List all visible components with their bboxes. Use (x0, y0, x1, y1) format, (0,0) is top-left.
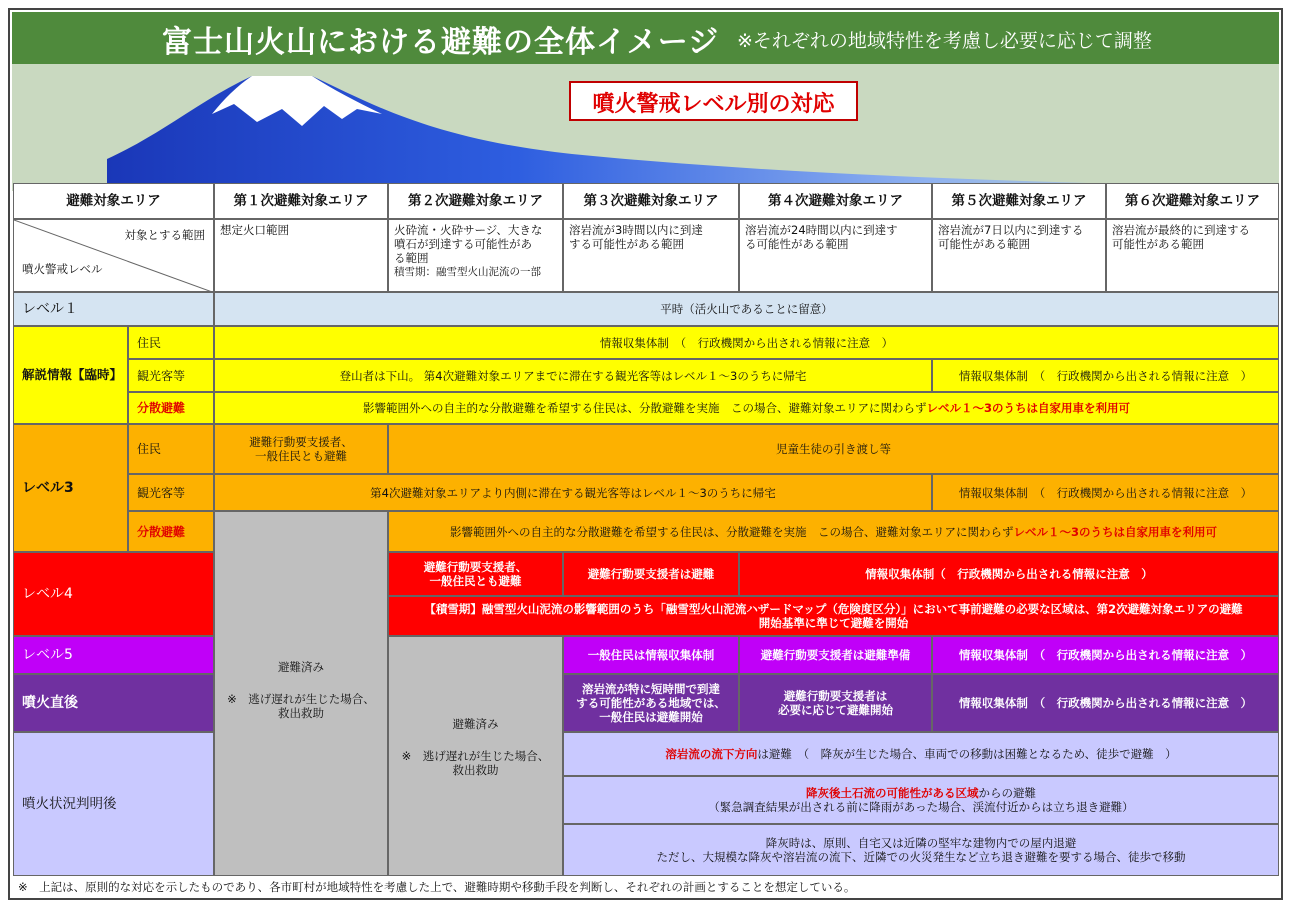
footnote: ※ 上記は、原則的な対応を示したものであり、各市町村が地域特性を考慮した上で、避難時期や移動手段を判断し、それぞれの計画とすることを想定している。 (18, 880, 856, 894)
after-lava-text: は避難 （ 降灰が生じた場合、車両での移動は困難となるため、徒歩で避難 ） (757, 747, 1177, 761)
level3-label: レベル3 (13, 424, 128, 552)
range-area5 (932, 219, 1106, 292)
eruption-label: 噴火直後 (13, 674, 214, 732)
header-area5: 第５次避難対象エリア (932, 183, 1106, 219)
level5-label: レベル5 (13, 636, 214, 674)
after-lava (563, 732, 1279, 776)
header-area4: 第４次避難対象エリア (739, 183, 932, 219)
eruption-area4-line2: 必要に応じて避難開始 (778, 703, 893, 717)
after-ash-text: からの避難 (978, 786, 1036, 800)
eruption-area4 (739, 674, 932, 732)
range-area5-line1: 溶岩流が7日以内に到達する (938, 223, 1084, 237)
level4-area2 (388, 552, 563, 596)
range-area2-line1: 火砕流・火砕サージ、大きな (394, 223, 543, 237)
range-area4 (739, 219, 932, 292)
level3-dispersed-label: 分散避難 (128, 511, 214, 552)
area1-evacuated (214, 511, 388, 876)
level5-info: 情報収集体制 （ 行政機関から出される情報に注意 ） (932, 636, 1279, 674)
range-area1: 想定火口範囲 (214, 219, 388, 292)
range-area6 (1106, 219, 1279, 292)
header-area2: 第２次避難対象エリア (388, 183, 563, 219)
level-response-title: 噴火警戒レベル別の対応 (592, 92, 835, 117)
level3-tourists-text: 第4次避難対象エリアより内側に滞在する観光客等はレベル１～3のうちに帰宅 (214, 474, 932, 511)
explanation-residents-label: 住民 (128, 326, 214, 359)
chart-frame (8, 8, 1283, 900)
header-area3: 第３次避難対象エリア (563, 183, 739, 219)
range-area3 (563, 219, 739, 292)
level1-label: レベル１ (13, 292, 214, 326)
level3-residents-area1 (214, 424, 388, 474)
level4-snow (388, 596, 1279, 636)
area2-note-line1: ※ 逃げ遅れが生じた場合、 (401, 749, 550, 763)
area2-evacuated-note (389, 749, 562, 777)
eruption-area3 (563, 674, 739, 732)
after-ash-red: 降灰後土石流の可能性がある区域 (806, 786, 979, 800)
eruption-area3-line3: 一般住民は避難開始 (599, 710, 703, 724)
level3-residents-area1-line1: 避難行動要支援者、 (249, 435, 353, 449)
after-label: 噴火状況判明後 (13, 732, 214, 876)
level3-dispersed-red: レベル１～3のうちは自家用車を利用可 (1013, 524, 1217, 539)
level4-snow-line2: 開始基準に準じて避難を開始 (758, 616, 909, 630)
level4-area3: 避難行動要支援者は避難 (563, 552, 739, 596)
level3-tourists-info: 情報収集体制 （ 行政機関から出される情報に注意 ） (932, 474, 1279, 511)
range-area2-line2: 噴石が到達する可能性があ (394, 237, 532, 251)
explanation-tourists-text: 登山者は下山。 第4次避難対象エリアまでに滞在する観光客等はレベル１～3のうちに帰宅 (214, 359, 932, 392)
range-area4-line1: 溶岩流が24時間以内に到達す (745, 223, 898, 237)
header-corner: 避難対象エリア (13, 183, 214, 219)
range-corner (13, 219, 214, 292)
explanation-residents-text: 情報収集体制 （ 行政機関から出される情報に注意 ） (214, 326, 1279, 359)
level4-label: レベル4 (13, 552, 214, 636)
range-area4-line2: る可能性がある範囲 (745, 237, 849, 251)
area2-note-line2: 救出救助 (452, 763, 499, 777)
eruption-info: 情報収集体制 （ 行政機関から出される情報に注意 ） (932, 674, 1279, 732)
level3-dispersed-main: 影響範囲外への自主的な分散避難を希望する住民は、分散避難を実施 この場合、避難対象エリアに関わらず (450, 524, 1014, 539)
range-corner-top: 対象とする範囲 (124, 228, 205, 242)
explanation-dispersed-text (214, 392, 1279, 424)
explanation-dispersed-main: 影響範囲外への自主的な分散避難を希望する住民は、分散避難を実施 この場合、避難対象エリアに関わらず (363, 401, 927, 415)
level5-area3: 一般住民は情報収集体制 (563, 636, 739, 674)
level1-text: 平時（活火山であることに留意） (214, 292, 1279, 326)
level4-area2-line1: 避難行動要支援者、 (423, 560, 528, 574)
level4-info: 情報収集体制（ 行政機関から出される情報に注意 ） (739, 552, 1279, 596)
after-shelter-line2: ただし、大規模な降灰や溶岩流の流下、近隣での火災発生など立ち退き避難を要する場合、徒歩で移動 (656, 850, 1186, 864)
after-ash-note: （緊急調査結果が出される前に降雨があった場合、渓流付近からは立ち退き避難） (708, 800, 1134, 814)
range-area3-line1: 溶岩流が3時間以内に到達 (569, 223, 703, 237)
level4-area2-line2: 一般住民とも避難 (429, 574, 522, 588)
explanation-dispersed-red: レベル１～3のうちは自家用車を利用可 (926, 401, 1130, 415)
level3-dispersed-text (388, 511, 1279, 552)
range-area3-line2: する可能性がある範囲 (569, 237, 684, 251)
area1-evacuated-note (215, 692, 387, 720)
range-corner-bottom: 噴火警戒レベル (22, 262, 103, 276)
explanation-label: 解説情報【臨時】 (13, 326, 128, 424)
explanation-dispersed-label: 分散避難 (128, 392, 214, 424)
title-bar (12, 12, 1279, 64)
after-ash (563, 776, 1279, 824)
header-area6: 第６次避難対象エリア (1106, 183, 1279, 219)
after-lava-red: 溶岩流の流下方向 (665, 747, 758, 761)
area2-evacuated (388, 636, 563, 876)
eruption-area3-line2: する可能性がある地域では、 (576, 696, 726, 710)
level4-snow-line1: 【積雪期】融雪型火山泥流の影響範囲のうち「融雪型火山泥流ハザードマップ（危険度区分）」において事前避難の必要な区域は、第2次避難対象エリアの避難 (424, 602, 1243, 616)
level-response-box (569, 81, 858, 121)
level3-residents-area1-line2: 一般住民とも避難 (255, 449, 347, 463)
level3-tourists-label: 観光客等 (128, 474, 214, 511)
range-area2-line3: る範囲 (394, 251, 429, 265)
after-shelter-line1: 降灰時は、原則、自宅又は近隣の堅牢な建物内での屋内退避 (765, 836, 1077, 850)
range-area2-line4: 積雪期：融雪型火山泥流の一部 (394, 266, 541, 278)
area1-note-line1: ※ 逃げ遅れが生じた場合、 (227, 692, 375, 706)
range-area5-line2: 可能性がある範囲 (938, 237, 1030, 251)
range-area2 (388, 219, 563, 292)
area2-evacuated-text: 避難済み (452, 717, 499, 731)
page-subtitle: ※それぞれの地域特性を考慮し必要に応じて調整 (737, 30, 1152, 52)
range-area6-line1: 溶岩流が最終的に到達する (1112, 223, 1250, 237)
level5-area4: 避難行動要支援者は避難準備 (739, 636, 932, 674)
explanation-tourists-label: 観光客等 (128, 359, 214, 392)
eruption-area3-line1: 溶岩流が特に短時間で到達 (582, 682, 720, 696)
level3-residents-label: 住民 (128, 424, 214, 474)
area1-evacuated-text: 避難済み (278, 660, 324, 674)
area1-note-line2: 救出救助 (278, 706, 324, 720)
eruption-area4-line1: 避難行動要支援者は (783, 689, 888, 703)
header-area1: 第１次避難対象エリア (214, 183, 388, 219)
page-title: 富士山火山における避難の全体イメージ (162, 25, 720, 60)
range-area6-line2: 可能性がある範囲 (1112, 237, 1204, 251)
explanation-tourists-info: 情報収集体制 （ 行政機関から出される情報に注意 ） (932, 359, 1279, 392)
level3-residents-text: 児童生徒の引き渡し等 (388, 424, 1279, 474)
after-shelter (563, 824, 1279, 876)
